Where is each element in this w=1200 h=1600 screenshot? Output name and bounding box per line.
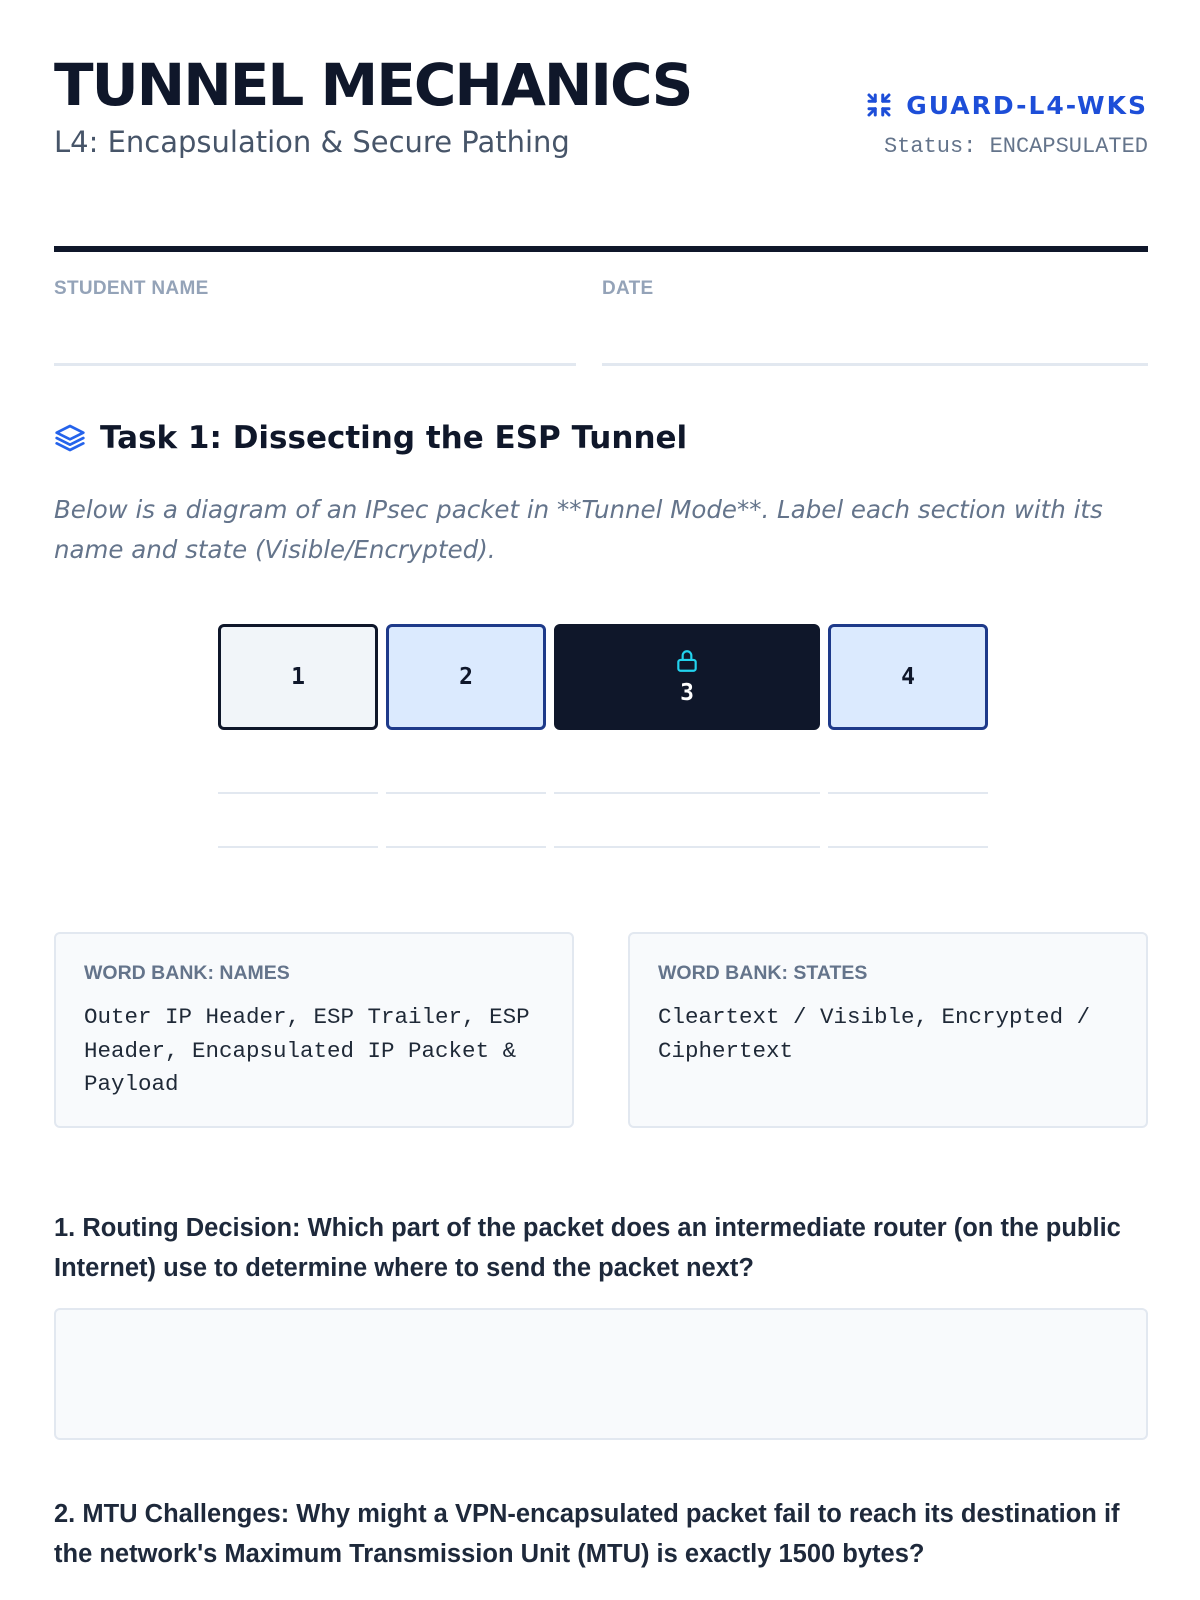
- state-line[interactable]: [828, 846, 988, 848]
- word-bank-names-list: Outer IP Header, ESP Trailer, ESP Header, Encapsulated IP Packet & Payload: [84, 1004, 530, 1097]
- word-bank-states-list: Cleartext / Visible, Encrypted / Ciphertext: [658, 1004, 1091, 1064]
- segment-3-answer[interactable]: [554, 792, 820, 852]
- page-title: TUNNEL MECHANICS: [54, 51, 692, 119]
- segment-label: 1: [291, 664, 305, 690]
- student-name-field[interactable]: [54, 278, 576, 366]
- status-text: Status: ENCAPSULATED: [883, 134, 1148, 159]
- layers-icon: [54, 422, 86, 454]
- worksheet-header: [54, 52, 1148, 200]
- student-name-line[interactable]: [54, 363, 576, 366]
- segment-4-answer[interactable]: [828, 792, 988, 852]
- worksheet-badge: [864, 90, 1148, 120]
- name-line[interactable]: [218, 792, 378, 794]
- name-line[interactable]: [386, 792, 546, 794]
- name-line[interactable]: [554, 792, 820, 794]
- packet-segment-2: [386, 624, 546, 730]
- lock-icon: [674, 648, 700, 674]
- segment-1-answer[interactable]: [218, 792, 378, 852]
- word-bank-states-title: WORD BANK: STATES: [658, 962, 868, 984]
- task1-title: Task 1: Dissecting the ESP Tunnel: [100, 420, 688, 456]
- packet-segment-4: [828, 624, 988, 730]
- task1-heading: [54, 420, 687, 456]
- question-2: 2. MTU Challenges: Why might a VPN-encapsulated packet fail to reach its destination if the network's Maximum Transmission Unit (MTU) is exactly 1500 bytes?: [54, 1500, 1120, 1568]
- word-bank-states: [628, 932, 1148, 1128]
- date-line[interactable]: [602, 363, 1148, 366]
- worksheet-page: [54, 0, 1148, 1600]
- state-line[interactable]: [218, 846, 378, 848]
- packet-segment-3: [554, 624, 820, 730]
- segment-label: 2: [459, 664, 473, 690]
- word-bank-names: [54, 932, 574, 1128]
- name-line[interactable]: [828, 792, 988, 794]
- segment-answer-lines: [218, 792, 988, 852]
- date-field[interactable]: [602, 278, 1148, 366]
- question-1-answer-box[interactable]: [54, 1308, 1148, 1440]
- segment-label: 4: [901, 664, 915, 690]
- shrink-arrows-icon: [864, 90, 894, 120]
- student-name-label: STUDENT NAME: [54, 278, 209, 299]
- page-subtitle: L4: Encapsulation & Secure Pathing: [54, 125, 570, 159]
- worksheet-code: GUARD-L4-WKS: [906, 90, 1148, 120]
- segment-2-answer[interactable]: [386, 792, 546, 852]
- state-line[interactable]: [386, 846, 546, 848]
- header-divider: [54, 246, 1148, 252]
- state-line[interactable]: [554, 846, 820, 848]
- packet-diagram: [218, 624, 988, 730]
- task1-instructions: Below is a diagram of an IPsec packet in **Tunnel Mode**. Label each section with its name and state (Visible/Encrypted).: [54, 495, 1103, 564]
- word-bank-names-title: WORD BANK: NAMES: [84, 962, 290, 984]
- packet-segment-1: [218, 624, 378, 730]
- segment-label: 3: [680, 680, 694, 706]
- question-1: 1. Routing Decision: Which part of the packet does an intermediate router (on the public Internet) use to determine where to send the packet next?: [54, 1214, 1121, 1282]
- date-label: DATE: [602, 278, 654, 299]
